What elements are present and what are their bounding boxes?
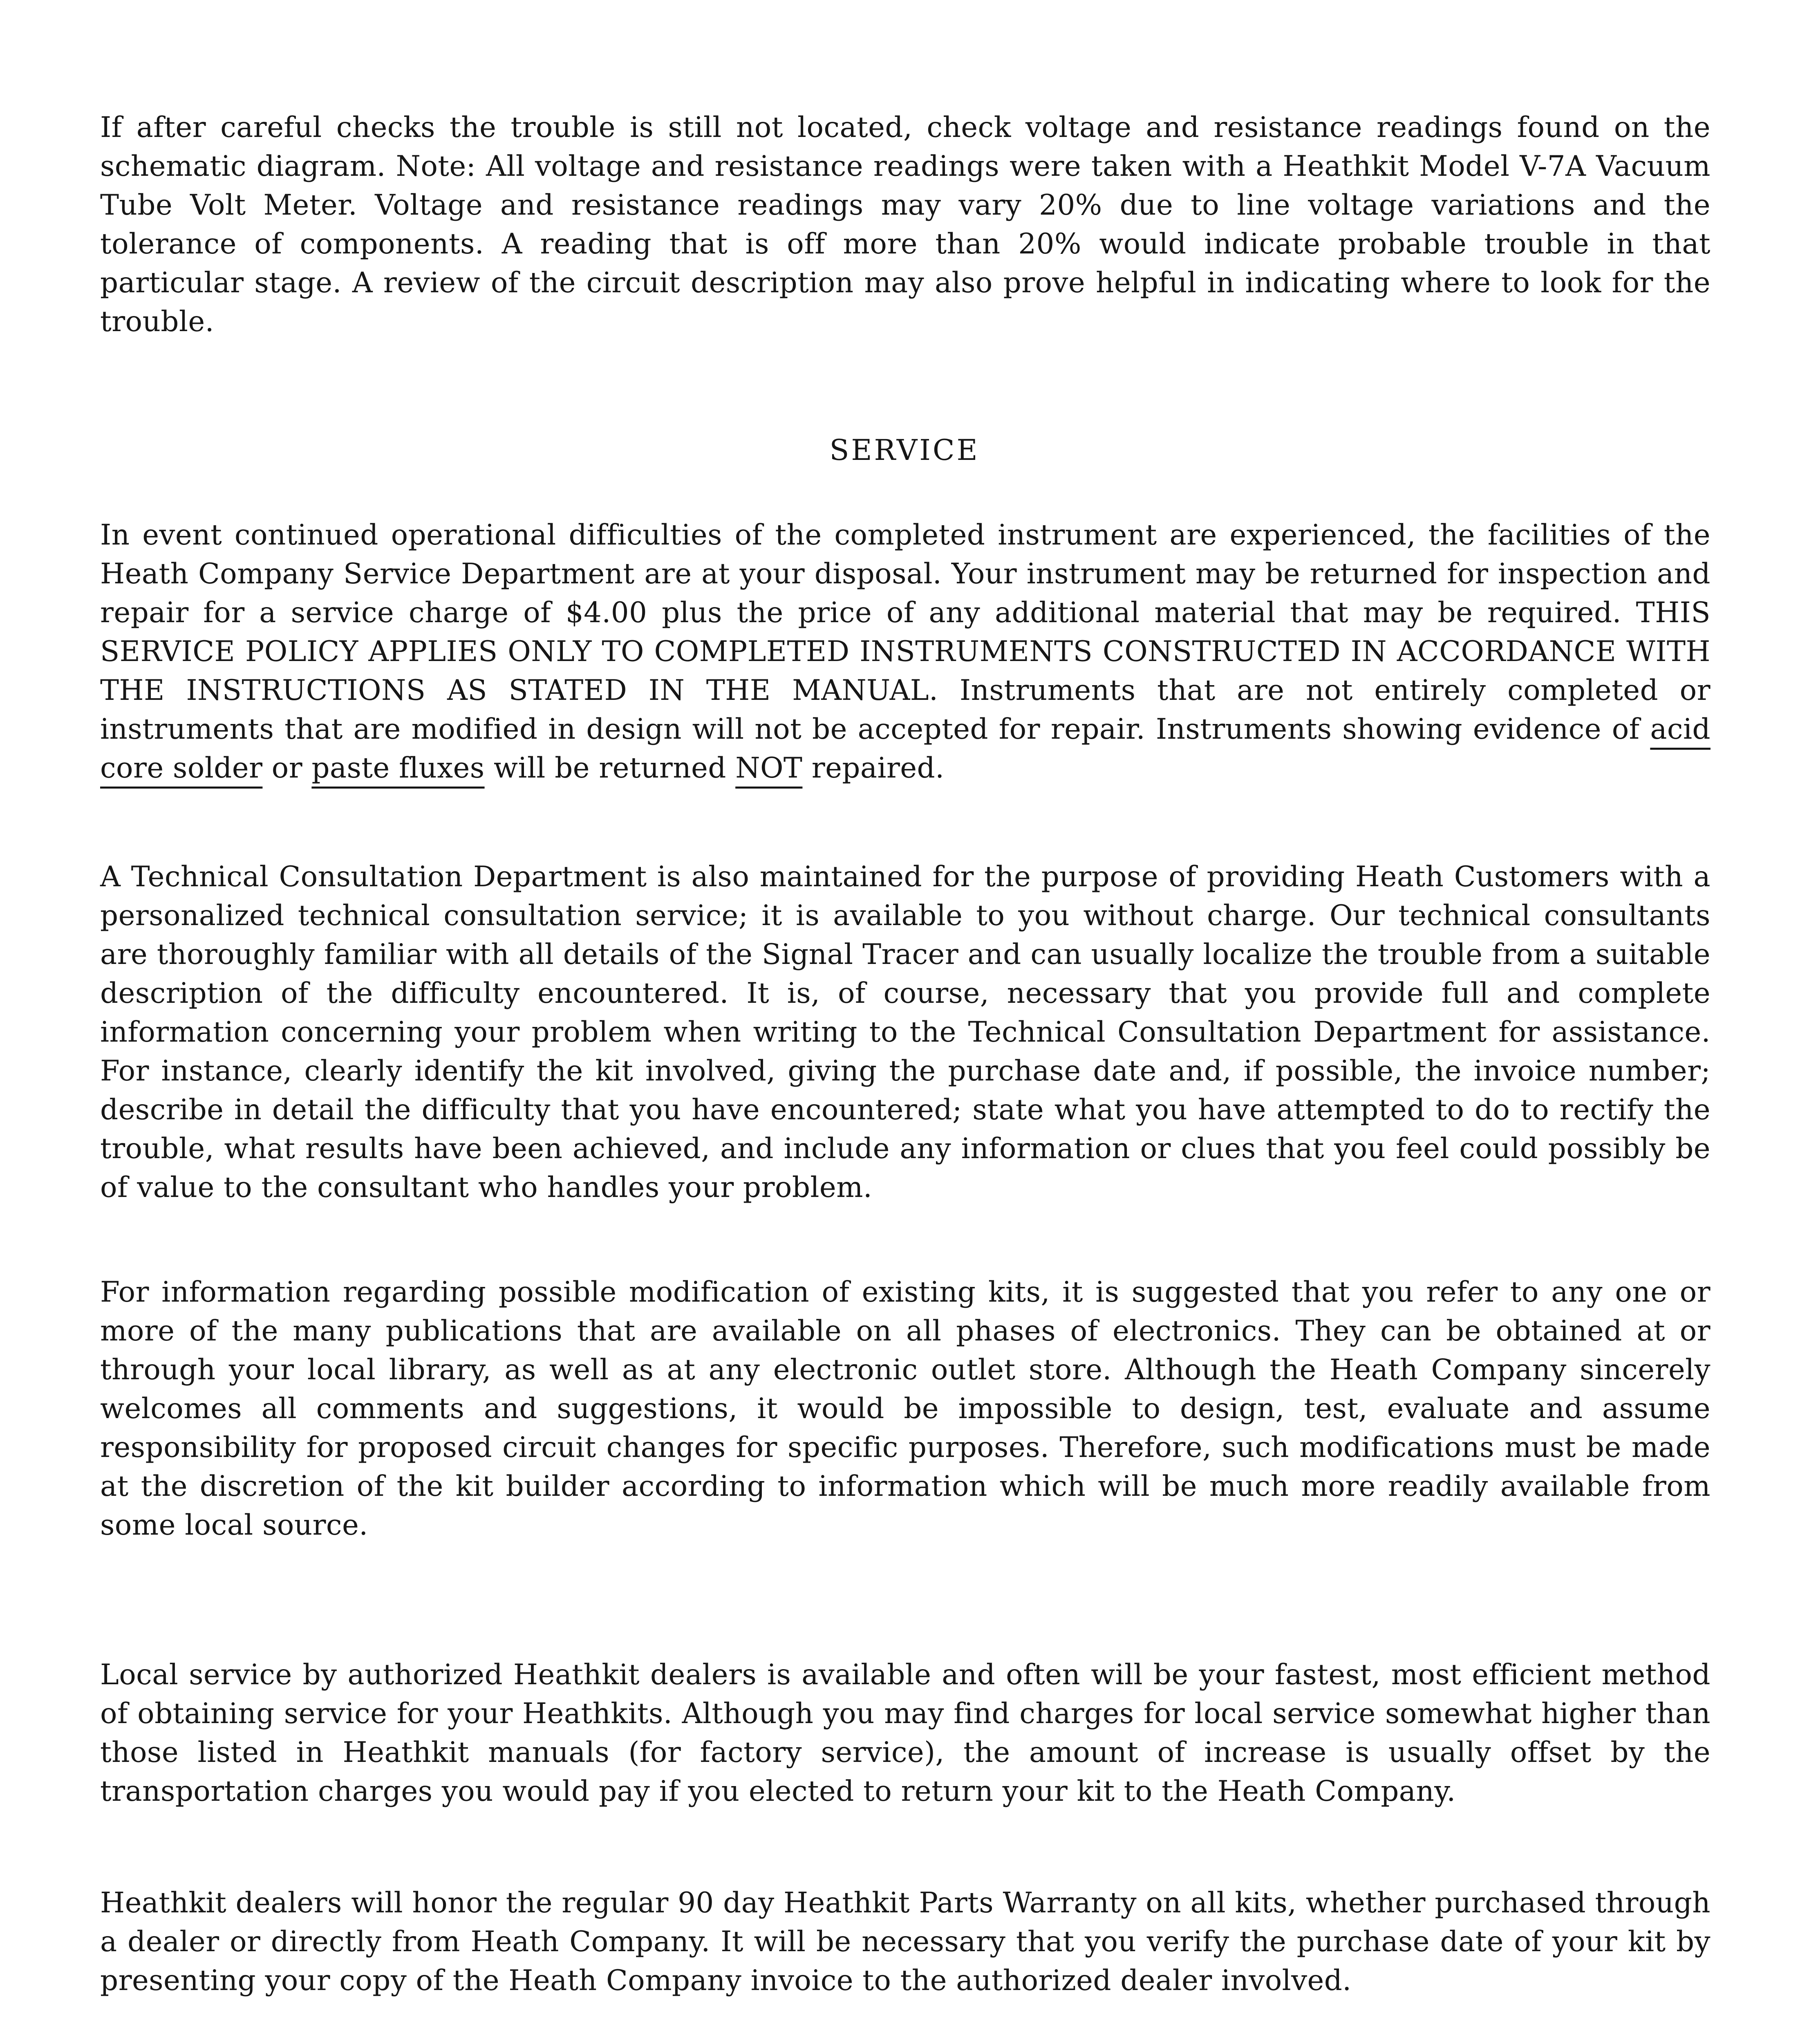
service-policy-end: repaired. xyxy=(802,752,945,784)
trouble-paragraph: If after careful checks the trouble is still not located, check voltage and resistance readings found on the schematic diagram. Note: All voltage and resistance readings were taken with a Heathkit Model V-7A Vacuum Tube Volt Meter. Voltage and resistance readings may vary 20% due to line voltage variations and the tolerance of components. A reading that is off more than 20% would indicate probable trouble in that particular stage. A review of the circuit description may also prove helpful in indicating where to look for the trouble. xyxy=(100,111,1710,338)
service-policy-or: or xyxy=(262,752,312,784)
modification-paragraph: For information regarding possible modification of existing kits, it is suggested that you refer to any one or more of the many publications that are available on all phases of electronics. They can be obtained at or through your local library, as well as at any electronic outlet store. Although the Heath Company sincerely welcomes all comments and suggestions, it would be impossible to design, test, evaluate and assume responsibility for proposed circuit changes for specific purposes. Therefore, such modifications must be made at the discretion of the kit builder according to information which will be much more readily available from some local source. xyxy=(100,1276,1710,1542)
service-policy-returned: will be returned xyxy=(484,752,736,784)
acid-core-solder-underlined: acid core solder xyxy=(100,713,1710,784)
not-underlined: NOT xyxy=(735,752,803,784)
service-heading: SERVICE xyxy=(829,433,980,467)
dealer-warranty-paragraph: Heathkit dealers will honor the regular 90 day Heathkit Parts Warranty on all kits, whether purchased through a dealer or directly from Heath Company. It will be necessary that you verify the purchase date of your kit by presenting your copy of the Heath Company invoice to the authorized dealer involved. xyxy=(100,1887,1710,1997)
paste-fluxes-underlined: paste fluxes xyxy=(311,752,485,784)
technical-consultation-paragraph: A Technical Consultation Department is also maintained for the purpose of providing Heath Customers with a personalized technical consultation service; it is available to you without charge. Our technical consultants are thoroughly familiar with all details of the Signal Tracer and can usually localize the trouble from a suitable description of the difficulty encountered. It is, of course, necessary that you provide full and complete information concerning your problem when writing to the Technical Consultation Department for assistance. For instance, clearly identify the kit involved, giving the purchase date and, if possible, the invoice number; describe in detail the difficulty that you have encountered; state what you have attempted to do to rectify the trouble, what results have been achieved, and include any information or clues that you feel could possibly be of value to the consultant who handles your problem. xyxy=(100,861,1710,1204)
service-policy-paragraph xyxy=(100,516,1710,788)
local-service-paragraph: Local service by authorized Heathkit dealers is available and often will be your fastest, most efficient method of obtaining service for your Heathkits. Although you may find charges for local service somewhat higher than those listed in Heathkit manuals (for factory service), the amount of increase is usually offset by the transportation charges you would pay if you elected to return your kit to the Heath Company. xyxy=(100,1659,1710,1808)
service-policy-text: In event continued operational difficulties of the completed instrument are experienced, the facilities of the Heath Company Service Department are at your disposal. Your instrument may be returned for inspection and repair for a service charge of $4.00 plus the price of any additional material that may be required. THIS SERVICE POLICY APPLIES ONLY TO COMPLETED INSTRUMENTS CONSTRUCTED IN ACCORDANCE WITH THE INSTRUCTIONS AS STATED IN THE MANUAL. Instruments that are not entirely completed or instruments that are modified in design will not be accepted for repair. Instruments showing evidence of xyxy=(100,519,1710,746)
